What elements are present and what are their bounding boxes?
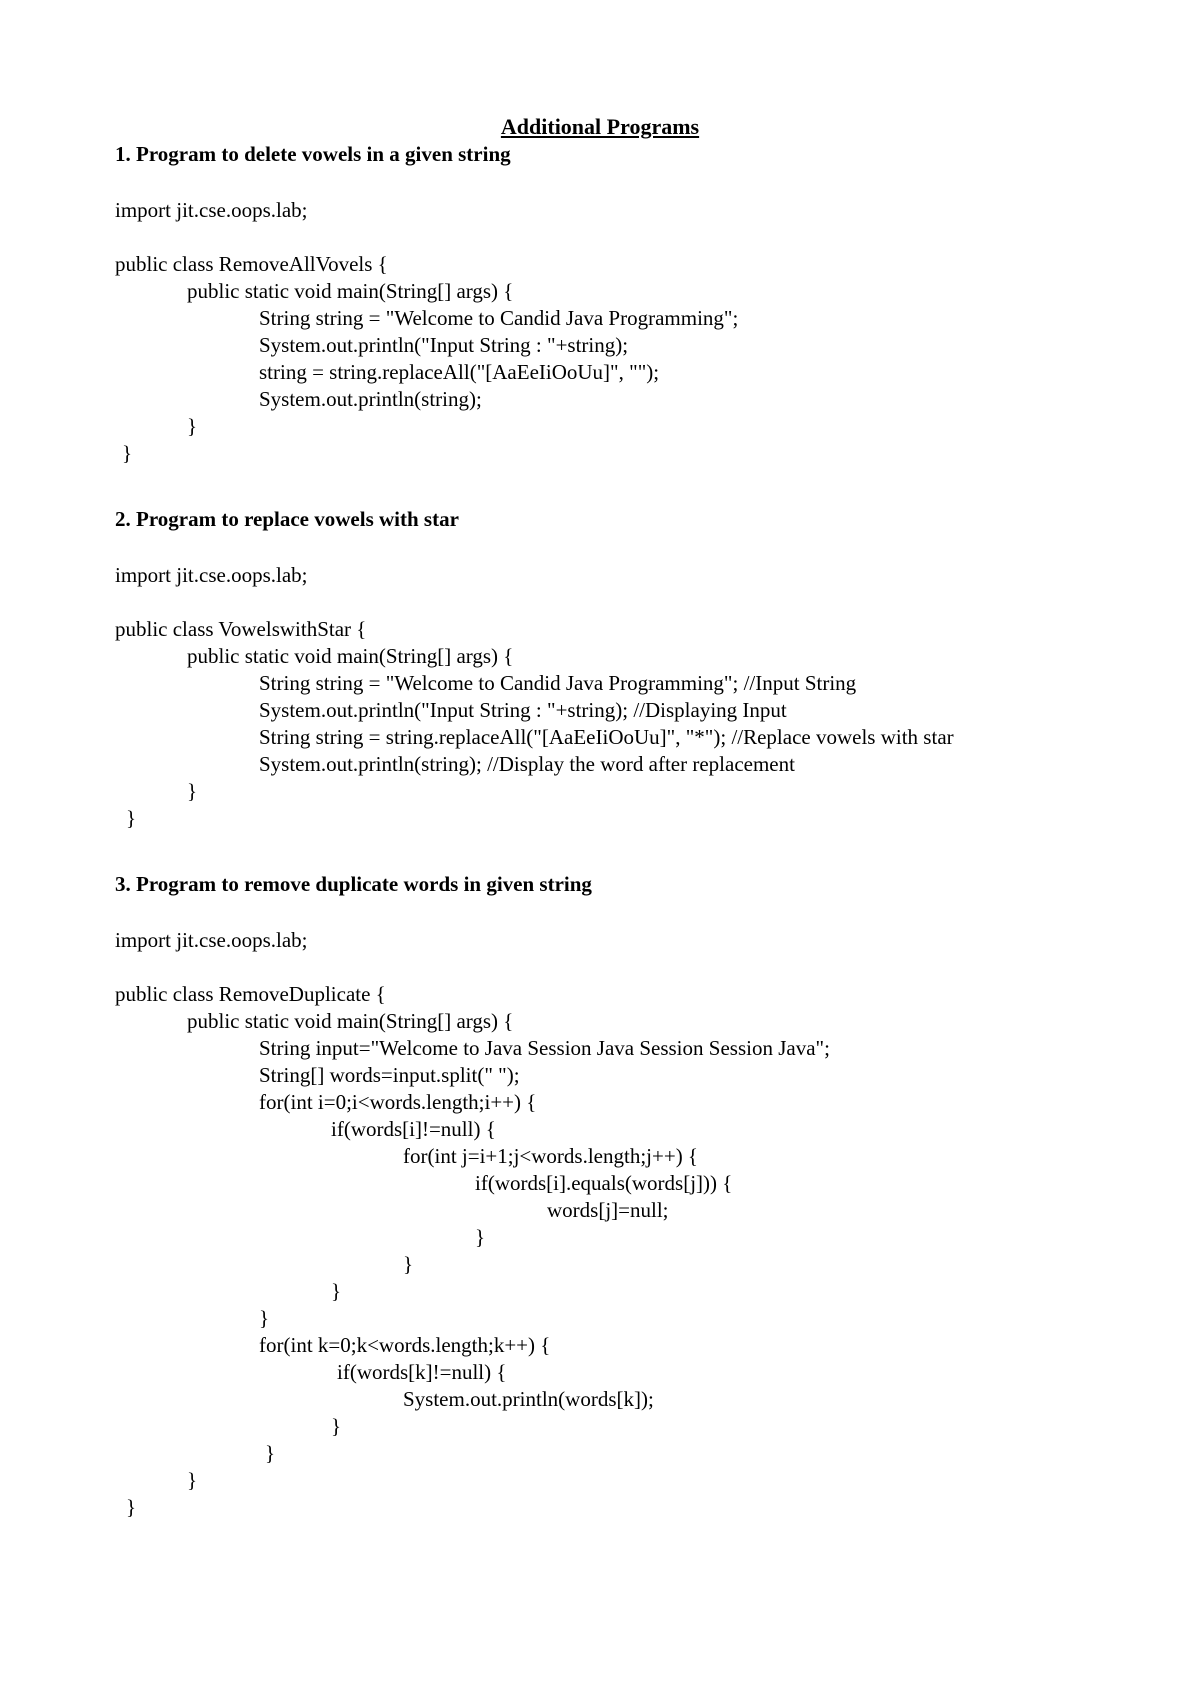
code-line: import jit.cse.oops.lab;: [115, 563, 308, 587]
code-line: System.out.println(words[k]);: [403, 1387, 654, 1411]
code-line: }: [403, 1252, 414, 1276]
code-line: System.out.println("Input String : "+string);: [259, 333, 629, 357]
code-line: }: [187, 1468, 198, 1492]
code-line: }: [265, 1441, 276, 1465]
code-line: words[j]=null;: [547, 1198, 669, 1222]
section-1-heading: 1. Program to delete vowels in a given string: [115, 142, 511, 166]
code-line: String string = "Welcome to Candid Java Programming"; //Input String: [259, 671, 857, 695]
code-line: public class RemoveDuplicate {: [115, 982, 386, 1006]
code-line: public static void main(String[] args) {: [187, 279, 514, 303]
code-line: if(words[i].equals(words[j])) {: [475, 1171, 733, 1195]
code-line: public class RemoveAllVovels {: [115, 252, 388, 276]
code-line: String input="Welcome to Java Session Java Session Session Java";: [259, 1036, 830, 1060]
code-line: if(words[k]!=null) {: [337, 1360, 507, 1384]
code-line: for(int j=i+1;j<words.length;j++) {: [403, 1144, 699, 1168]
code-line: import jit.cse.oops.lab;: [115, 928, 308, 952]
code-line: String[] words=input.split(" ");: [259, 1063, 520, 1087]
code-line: }: [187, 414, 198, 438]
code-line: String string = "Welcome to Candid Java Programming";: [259, 306, 739, 330]
code-line: for(int k=0;k<words.length;k++) {: [259, 1333, 551, 1357]
code-line: string = string.replaceAll("[AaEeIiOoUu]", "");: [259, 360, 660, 384]
code-line: public class VowelswithStar {: [115, 617, 367, 641]
code-line: if(words[i]!=null) {: [331, 1117, 496, 1141]
code-line: System.out.println(string);: [259, 387, 482, 411]
section-2-heading: 2. Program to replace vowels with star: [115, 507, 459, 531]
code-line: import jit.cse.oops.lab;: [115, 198, 308, 222]
code-line: public static void main(String[] args) {: [187, 1009, 514, 1033]
code-line: }: [259, 1306, 270, 1330]
code-line: }: [122, 441, 133, 465]
code-line: System.out.println(string); //Display the word after replacement: [259, 752, 795, 776]
code-line: String string = string.replaceAll("[AaEeIiOoUu]", "*"); //Replace vowels with star: [259, 725, 954, 749]
code-line: }: [475, 1225, 486, 1249]
code-line: }: [331, 1279, 342, 1303]
section-3-heading: 3. Program to remove duplicate words in given string: [115, 872, 592, 896]
code-line: }: [187, 779, 198, 803]
code-line: }: [126, 806, 137, 830]
code-line: public static void main(String[] args) {: [187, 644, 514, 668]
document-title: Additional Programs: [500, 114, 700, 139]
code-line: }: [126, 1495, 137, 1519]
code-line: }: [331, 1414, 342, 1438]
code-line: for(int i=0;i<words.length;i++) {: [259, 1090, 537, 1114]
code-line: System.out.println("Input String : "+string); //Displaying Input: [259, 698, 787, 722]
